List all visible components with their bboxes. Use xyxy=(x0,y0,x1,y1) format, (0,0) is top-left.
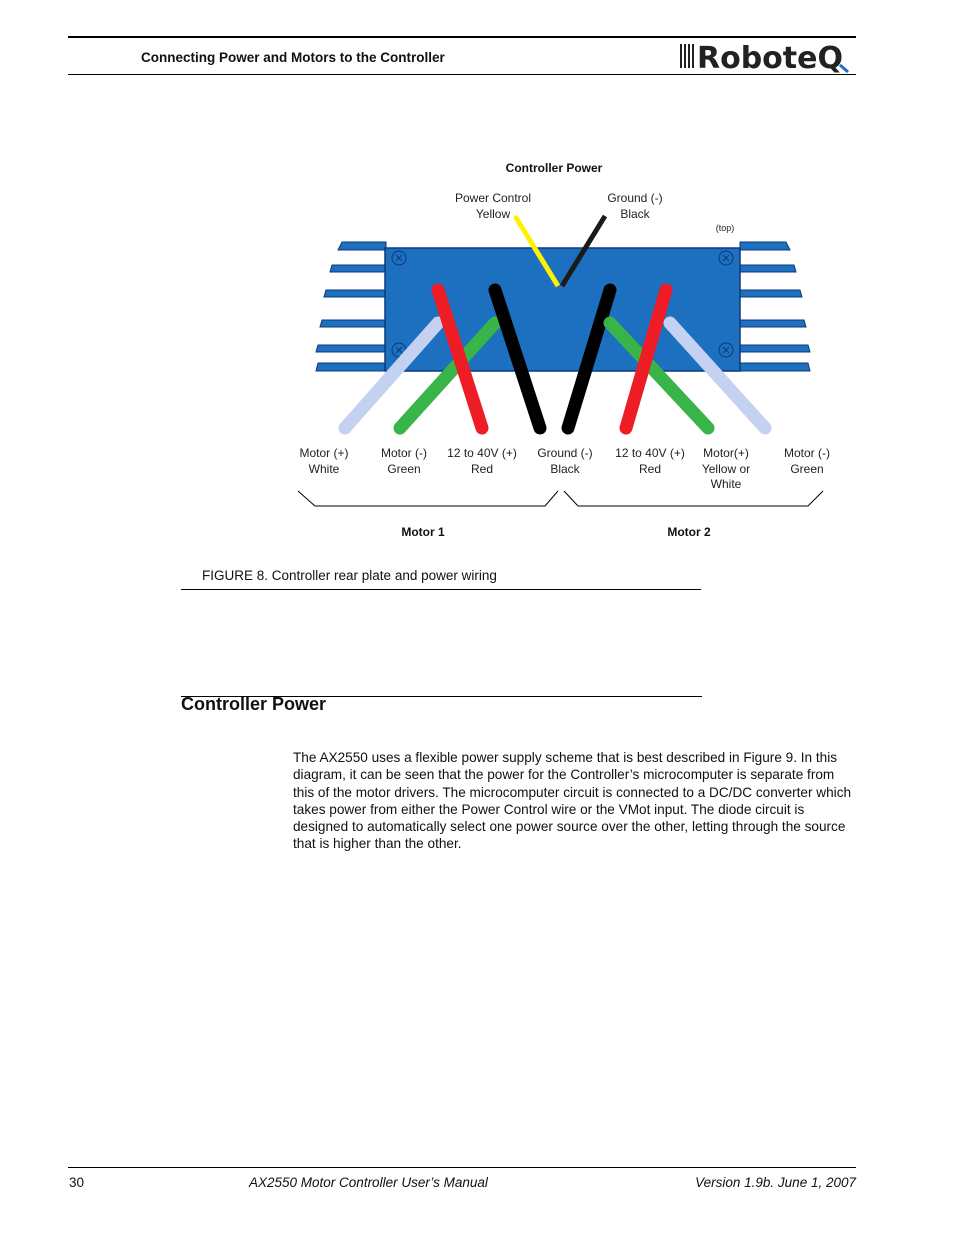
wiring-diagram xyxy=(290,150,850,550)
heatsink-left xyxy=(316,242,386,371)
wire-label-2b: Green xyxy=(387,462,421,476)
wire-label-4b: Black xyxy=(550,462,580,476)
wire-label-1a: Motor (+) xyxy=(299,446,349,460)
wire-label-2a: Motor (-) xyxy=(381,446,427,460)
ground-top-color-label: Black xyxy=(620,207,650,221)
wire-label-7b: Green xyxy=(790,462,824,476)
caption-rule xyxy=(181,589,701,590)
figure-caption: FIGURE 8. Controller rear plate and power wiring xyxy=(202,568,497,583)
wire-label-3b: Red xyxy=(470,462,494,476)
wire-label-7a: Motor (-) xyxy=(784,446,830,460)
top-note: (top) xyxy=(715,223,735,233)
footer-rule xyxy=(68,1167,856,1168)
diagram-title: Controller Power xyxy=(505,161,603,175)
motor1-bracket xyxy=(298,491,558,506)
logo-wordmark: RoboteQ xyxy=(697,41,843,74)
heatsink-right xyxy=(740,242,810,371)
manual-title: AX2550 Motor Controller User’s Manual xyxy=(249,1175,488,1190)
motor2-bracket xyxy=(564,491,823,506)
wire-label-6c: White xyxy=(710,477,742,491)
wire-labels xyxy=(299,446,830,491)
header-bottom-rule xyxy=(68,74,856,75)
power-control-label: Power Control xyxy=(454,191,532,205)
header-section-title: Connecting Power and Motors to the Controller xyxy=(141,50,445,65)
section-heading: Controller Power xyxy=(181,694,327,714)
wire-label-5a: 12 to 40V (+) xyxy=(615,446,685,460)
roboteq-logo xyxy=(680,38,856,74)
motor1-label: Motor 1 xyxy=(401,525,445,539)
motor2-label: Motor 2 xyxy=(667,525,711,539)
wire-label-6b: Yellow or xyxy=(701,462,751,476)
power-control-color-label: Yellow xyxy=(475,207,511,221)
wire-label-5b: Red xyxy=(638,462,662,476)
wire-label-6a: Motor(+) xyxy=(703,446,749,460)
wire-label-1b: White xyxy=(308,462,340,476)
page-number: 30 xyxy=(69,1175,85,1190)
ground-top-label: Ground (-) xyxy=(607,191,663,205)
wire-label-3a: 12 to 40V (+) xyxy=(447,446,517,460)
section-paragraph: The AX2550 uses a flexible power supply scheme that is best described in Figure 9. In this diagram, it can be seen that the power for the Controller’s microcomputer is separate from this of the motor drivers. The microcomputer circuit is connected to a DC/DC converter which takes power from either the Power Control wire or the VMot input. The diode circuit is designed to automatically select one power source over the other, letting through the source that is higher than the other. xyxy=(293,750,852,852)
version-info: Version 1.9b. June 1, 2007 xyxy=(695,1175,856,1190)
wire-label-4a: Ground (-) xyxy=(537,446,593,460)
